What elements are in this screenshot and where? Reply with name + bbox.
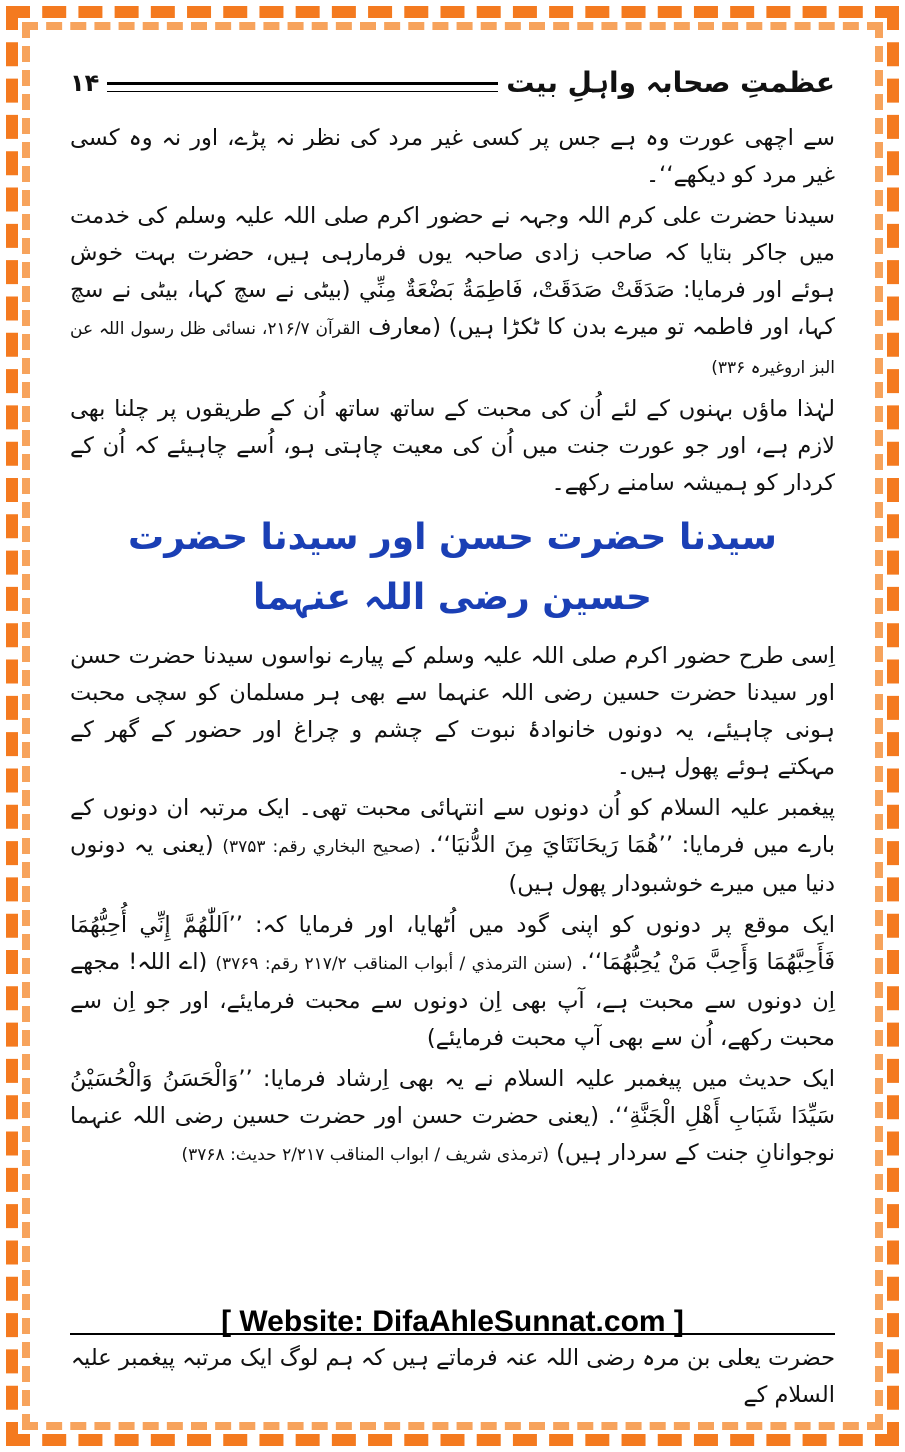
book-page [70,58,836,1408]
paragraph: اِسی طرح حضور اکرم صلی اللہ علیہ وسلم کے پیارے نواسوں سیدنا حضرت حسن اور سیدنا حضرت حسین رضی اللہ عنہما سے بھی ہر مسلمان کو سچی محبت ہونی چاہیئے، یہ دونوں خانوادۂ نبوت کے چشم و چراغ اور حضور کے گھر کے مہکتے ہوئے پھول ہیں۔ [70,643,835,780]
header-rule [107,82,498,92]
paragraph: لہٰذا ماؤں بہنوں کے لئے اُن کی محبت کے ساتھ ساتھ اُن کے طریقوں پر چلنا بھی لازم ہے، اور جو عورت جنت میں اُن کی معیت چاہتی ہو، اُسے چاہیئے کہ اُن کے کردار کو ہمیشہ سامنے رکھے۔ [70,396,835,496]
book-title: عظمتِ صحابہ واہلِ بیت [506,66,835,99]
paragraph: سے اچھی عورت وہ ہے جس پر کسی غیر مرد کی نظر نہ پڑے، اور نہ وہ کسی غیر مرد کو دیکھے‘‘۔ [70,125,835,188]
website-footer: [ Website: DifaAhleSunnat.com ] [221,1305,684,1338]
section-heading: سیدنا حضرت حسن اور سیدنا حضرت حسین رضی اللہ عنہما [128,517,777,618]
page-body [70,120,835,1178]
page-number: ۱۴ [70,69,100,97]
citation: القرآن ۲۱۶/۷، نسائی ظل رسول اللہ عن البز اروغیرہ ۳۳۶) [70,319,835,378]
paragraph: پیغمبر علیہ السلام کو اُن دونوں سے انتہائی محبت تھی۔ ایک مرتبہ ان دونوں کے بارے میں فرمایا: ’’هُمَا رَيحَانَتَايَ مِنَ الدُّنيَا‘‘. (صحيح البخاري رقم: ۳۷۵۳) (یعنی یہ دونوں دنیا میں میرے خوشبودار پھول ہیں) [70,795,836,897]
paragraph: حضرت یعلی بن مرہ رضی اللہ عنہ فرماتے ہیں کہ ہم لوگ ایک مرتبہ پیغمبر علیہ السلام کے [70,1345,835,1408]
citation: (ترمذی شریف / ابواب المناقب ۲/۲۱۷ حدیث: ۳۷۶۸) [181,1145,549,1165]
paragraph: ایک حدیث میں پیغمبر علیہ السلام نے یہ بھی اِرشاد فرمایا: ’’وَالْحَسَنُ وَالْحُسَيْنُ سَيِّدَا شَبَابِ أَهْلِ الْجَنَّةِ‘‘. (یعنی حضرت حسن اور حضرت حسین رضی اللہ عنہما نوجوانانِ جنت کے سردار ہیں) (ترمذی شریف / ابواب المناقب ۲/۲۱۷ حدیث: ۳۷۶۸) [70,1066,836,1166]
citation: (سنن الترمذي / أبواب المناقب ۲۱۷/۲ رقم: ۳۷۶۹) [215,954,573,974]
paragraph: ایک موقع پر دونوں کو اپنی گود میں اُٹھایا، اور فرمایا کہ: ’’اَللّٰهُمَّ إِنِّي أُحِبُّهُمَا فَأَحِبَّهُمَا وَأَحِبَّ مَنْ يُحِبُّهُمَا‘‘. (سنن الترمذي / أبواب المناقب ۲۱۷/۲ رقم: ۳۷۶۹) (اے اللہ! مجھے اِن دونوں سے محبت ہے، آپ بھی اِن دونوں سے محبت فرمایئے، اور جو اِن سے محبت رکھے، اُن سے بھی آپ محبت فرمایئے) [70,912,836,1051]
paragraph: سیدنا حضرت علی کرم اللہ وجہہ نے حضور اکرم صلی اللہ علیہ وسلم کی خدمت میں جاکر بتایا کہ صاحب زادی صاحبہ یوں فرمارہی ہیں، حضرت بہت خوش ہوئے اور فرمایا: صَدَقَتْ صَدَقَتْ، فَاطِمَةُ بَضْعَةٌ مِنِّي (بیٹی نے سچ کہا، بیٹی نے سچ کہا، اور فاطمہ تو میرے بدن کا ٹکڑا ہیں) (معارف القرآن ۲۱۶/۷، نسائی ظل رسول اللہ عن البز اروغیرہ ۳۳۶) [70,203,835,378]
page-header [70,58,835,98]
citation: (صحيح البخاري رقم: ۳۷۵۳) [222,837,421,857]
